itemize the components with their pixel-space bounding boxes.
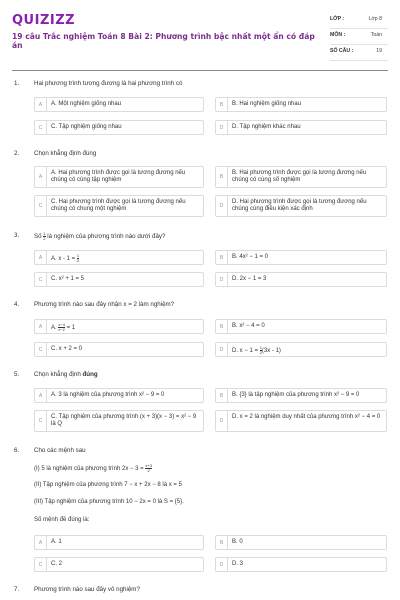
question-text-part: Số	[34, 233, 44, 241]
option-letter: A	[35, 167, 47, 187]
option-a[interactable]	[34, 319, 204, 334]
option-text: B. 0	[232, 539, 243, 545]
option-text: A. 1	[51, 539, 62, 545]
option-letter: B	[216, 536, 228, 549]
question-text: Phương trình nào sau đây nhận x = 2 làm nghiệm?	[34, 301, 175, 308]
option-c[interactable]	[34, 195, 204, 217]
option-text: D. Hai phương trình được gọi là tương đương nếu chúng cùng điều kiện xác định	[232, 199, 367, 213]
meta-question-count	[330, 45, 388, 61]
meta-value: 19	[376, 48, 382, 54]
option-letter: D	[216, 343, 228, 356]
option-letter: C	[35, 273, 47, 286]
option-text	[51, 323, 200, 332]
fraction	[77, 254, 79, 263]
option-letter: D	[216, 558, 228, 571]
option-text: B. 4x² − 1 = 0	[232, 254, 269, 260]
option-letter: A	[35, 320, 47, 333]
option-letter: D	[216, 273, 228, 286]
option-letter: B	[216, 251, 228, 264]
question-text: Hai phương trình tương đương là hai phương trình có	[34, 80, 183, 87]
option-letter: B	[216, 98, 228, 111]
statement-prompt: Số mệnh đề đúng là:	[34, 517, 90, 523]
meta-subject	[330, 29, 388, 45]
option-c[interactable]	[34, 410, 204, 432]
option-letter: C	[35, 411, 47, 431]
option-text: D. x = 2 là nghiệm duy nhất của phương trình x² − 4 = 0	[232, 414, 381, 420]
question-text: Chọn khẳng định đúng	[34, 150, 97, 157]
option-letter: A	[35, 536, 47, 549]
option-b[interactable]	[215, 97, 387, 112]
option-letter: A	[35, 98, 47, 111]
question-number: 5.	[14, 371, 20, 378]
option-b[interactable]	[215, 388, 387, 403]
question-text	[34, 371, 384, 378]
option-text: C. x + 2 = 0	[51, 346, 83, 352]
option-text-part: = 1	[64, 325, 76, 332]
option-b[interactable]	[215, 166, 387, 188]
option-text: D. 2x − 1 = 3	[232, 276, 267, 282]
option-a[interactable]	[34, 535, 204, 550]
option-text: B. x² − 4 = 0	[232, 323, 265, 329]
option-d[interactable]	[215, 410, 387, 432]
option-text: A. 3 là nghiệm của phương trình x² − 9 = 0	[51, 392, 165, 398]
option-d[interactable]	[215, 342, 387, 357]
option-text-part: D. x − 1 =	[232, 348, 260, 355]
option-text-part: A. x - 1 =	[51, 256, 77, 263]
option-letter: D	[216, 196, 228, 216]
option-letter: C	[35, 558, 47, 571]
option-text	[232, 346, 383, 355]
option-text: C. Hai phương trình được gọi là tương đương nếu chúng có chung một nghiệm	[51, 199, 186, 213]
fraction-numerator: 1	[259, 345, 262, 350]
fraction-denominator: 2	[259, 350, 262, 355]
statement-2: (II) Tập nghiệm của phương trình 7 − x + 2x − 8 là x = 5	[34, 482, 182, 488]
fraction-numerator: 1	[76, 253, 80, 258]
option-text: A. Hai phương trình được gọi là tương đương nếu chúng có cùng tập nghiệm	[51, 170, 186, 184]
option-text	[51, 254, 200, 263]
option-letter: A	[35, 251, 47, 264]
option-a[interactable]	[34, 97, 204, 112]
question-number: 3.	[14, 232, 20, 239]
fraction	[145, 464, 152, 473]
option-letter: B	[216, 389, 228, 402]
fraction-denominator: x−2	[58, 327, 65, 332]
option-text: D. 3	[232, 561, 244, 567]
option-letter: C	[35, 121, 47, 134]
fraction-denominator: 2	[43, 236, 46, 241]
option-d[interactable]	[215, 557, 387, 572]
question-number: 4.	[14, 301, 20, 308]
question-text-emphasis: đúng	[82, 371, 98, 378]
option-text: C. Tập nghiệm giống nhau	[51, 124, 122, 130]
question-number: 2.	[14, 150, 20, 157]
option-d[interactable]	[215, 120, 387, 135]
question-text-part: là nghiệm của phương trình nào dưới đây?	[45, 233, 166, 241]
question-number: 7.	[14, 586, 20, 593]
option-letter: D	[216, 411, 228, 431]
question-text	[34, 232, 384, 241]
question-number: 1.	[14, 80, 20, 87]
option-text: C. 2	[51, 561, 63, 567]
option-a[interactable]	[34, 388, 204, 403]
fraction-numerator: x−4	[58, 322, 65, 327]
option-text: B. Hai nghiệm giống nhau	[232, 101, 302, 107]
meta-key: LỚP :	[330, 16, 345, 22]
fraction-numerator: x+3	[145, 463, 152, 468]
option-letter: B	[216, 320, 228, 333]
option-text: C. x² + 1 = 5	[51, 276, 85, 282]
option-text: A. Một nghiệm giống nhau	[51, 101, 122, 107]
worksheet-header	[0, 0, 400, 70]
statement-1	[34, 464, 152, 473]
option-d[interactable]	[215, 195, 387, 217]
option-b[interactable]	[215, 250, 387, 265]
meta-grade	[330, 13, 388, 29]
option-letter: B	[216, 167, 228, 187]
fraction-denominator: 2	[147, 468, 150, 473]
question-text: Phương trình nào sau đây vô nghiệm?	[34, 586, 140, 593]
option-c[interactable]	[34, 272, 204, 287]
option-letter: C	[35, 196, 47, 216]
question-text-part: Chọn khẳng định	[34, 371, 83, 378]
worksheet-title: 19 câu Trắc nghiệm Toán 8 Bài 2: Phương trình bậc nhất một ẩn có đáp án	[12, 32, 315, 50]
option-text: D. Tập nghiệm khác nhau	[232, 124, 301, 130]
option-text: C. Tập nghiệm của phương trình (x + 3)(x − 3) = x² − 9 là Q	[51, 414, 197, 428]
option-d[interactable]	[215, 272, 387, 287]
option-letter: D	[216, 121, 228, 134]
meta-key: SỐ CÂU :	[330, 48, 354, 54]
fraction-numerator: 1	[43, 231, 46, 236]
option-b[interactable]	[215, 535, 387, 550]
option-c[interactable]	[34, 120, 204, 135]
option-letter: C	[35, 343, 47, 356]
header-divider	[12, 70, 388, 71]
option-c[interactable]	[34, 342, 204, 357]
meta-value: Lớp 8	[368, 16, 382, 22]
option-a[interactable]	[34, 250, 204, 265]
fraction-denominator: 2	[76, 258, 80, 263]
meta-key: MÔN :	[330, 32, 346, 38]
meta-value: Toán	[370, 32, 382, 38]
option-text-part: (3x - 1)	[261, 348, 281, 355]
statement-text: (I) 5 là nghiệm của phương trình 2x − 3 =	[34, 466, 146, 473]
option-text: B. {3} là tập nghiệm của phương trình x² − 9 = 0	[232, 392, 360, 398]
statement-3: (III) Tập nghiệm của phương trình 10 − 2x = 0 là S = {5}.	[34, 499, 184, 505]
quizizz-logo: QUIZIZZ	[12, 13, 76, 28]
worksheet-meta	[330, 13, 388, 61]
option-text-part: A.	[51, 325, 59, 332]
question-text: Cho các mệnh sau	[34, 447, 86, 454]
option-text: B. Hai phương trình được gọi là tương đương nếu chúng có cùng số nghiệm	[232, 170, 367, 184]
option-b[interactable]	[215, 319, 387, 334]
question-number: 6.	[14, 447, 20, 454]
option-c[interactable]	[34, 557, 204, 572]
option-letter: A	[35, 389, 47, 402]
option-a[interactable]	[34, 166, 204, 188]
